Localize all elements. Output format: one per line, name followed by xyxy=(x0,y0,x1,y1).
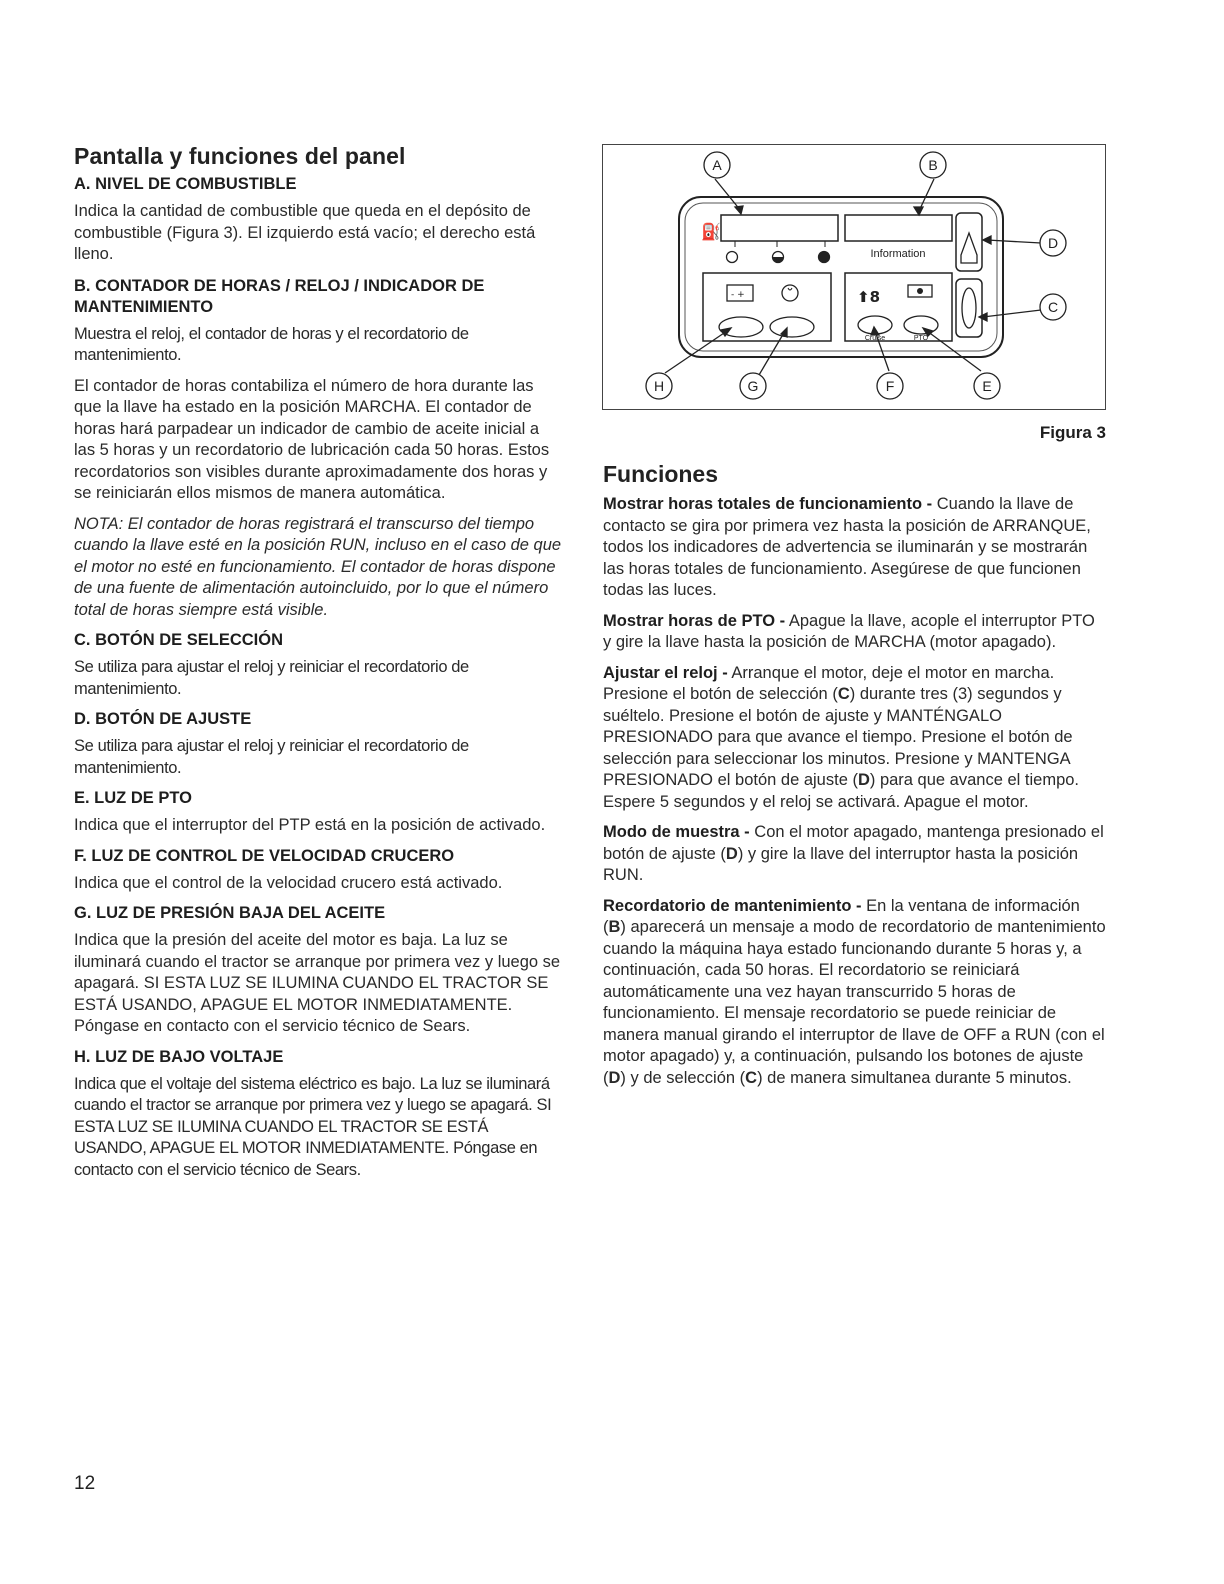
fuel-empty-icon xyxy=(727,252,738,263)
heading-b: B. CONTADOR DE HORAS / RELOJ / INDICADOR DE MANTENIMIENTO xyxy=(74,276,485,316)
function-demo-mode: Modo de muestra - Con el motor apagado, mantenga presionado el botón de ajuste (D) y gire la llave del interruptor hasta la posición RUN. xyxy=(603,823,1104,884)
svg-text:C: C xyxy=(1047,299,1059,315)
svg-text:D: D xyxy=(1047,235,1059,251)
heading-d: D. BOTÓN DE AJUSTE xyxy=(74,710,252,728)
paragraph-c: Se utiliza para ajustar el reloj y reiniciar el recordatorio de mantenimiento. xyxy=(74,658,469,698)
svg-text:H: H xyxy=(653,378,665,394)
paragraph-g: Indica que la presión del aceite del motor es baja. La luz se iluminará cuando el tractor se arranque por primera vez y luego se apagará. SI ESTA LUZ SE ILUMINA CUANDO EL TRACTOR SE ESTÁ USANDO, APAGUE EL MOTOR INMEDIATAMENTE. Póngase en contacto con el servicio técnico de Sears. xyxy=(74,931,561,1035)
paragraph-h: Indica que el voltaje del sistema eléctrico es bajo. La luz se iluminará cuando el tractor se arranque por primera vez y luego se apagará. SI ESTA LUZ SE ILUMINA CUANDO EL TRACTOR SE ESTÁ USANDO, APAGUE EL MOTOR INMEDIATAMENTE. Póngase en contacto con el servicio técnico de Sears. xyxy=(74,1074,552,1179)
heading-c: C. BOTÓN DE SELECCIÓN xyxy=(74,631,284,649)
fuel-pump-icon: ⛽ xyxy=(701,222,721,241)
figure-caption: Figura 3 xyxy=(1039,423,1106,442)
paragraph-f: Indica que el control de la velocidad crucero está activado. xyxy=(74,873,503,892)
paragraph-a: Indica la cantidad de combustible que queda en el depósito de combustible (Figura 3). El izquierdo está vacío; el derecho está lleno. xyxy=(74,202,536,263)
paragraph-e: Indica que el interruptor del PTP está en la posición de activado. xyxy=(74,816,546,834)
information-display xyxy=(845,215,952,241)
heading-f: F. LUZ DE CONTROL DE VELOCIDAD CRUCERO xyxy=(74,846,455,865)
svg-text:G: G xyxy=(747,378,759,394)
function-set-clock: Ajustar el reloj - Arranque el motor, deje el motor en marcha. Presione el botón de selección (C) durante tres (3) segundos y suéltelo. Presione el botón de ajuste y MANTÉNGALO PRESIONADO para que avance el tiempo. Presione el botón de selección para seleccionar los minutos. Presione y MANTENGA PRESIONADO el botón de ajuste (D) para que avance el tiempo. Espere 5 segundos y el reloj se activará. Apague el motor. xyxy=(603,663,1080,811)
svg-text:F: F xyxy=(885,378,895,394)
function-lead: Ajustar el reloj - xyxy=(603,663,728,682)
function-lead: Recordatorio de mantenimiento - xyxy=(603,896,862,915)
fuel-full-icon xyxy=(819,252,830,263)
heading-h: H. LUZ DE BAJO VOLTAJE xyxy=(74,1047,284,1066)
right-column xyxy=(603,461,1106,1098)
function-lead: Mostrar horas totales de funcionamiento - xyxy=(603,495,933,513)
fuel-gauge-display xyxy=(721,215,838,241)
paragraph-b-2: El contador de horas contabiliza el número de hora durante las que la llave ha estado en la posición MARCHA. El contador de horas hará parpadear un indicador de cambio de aceite inicial a las 5 horas y un recordatorio de lubricación cada 50 horas. Estos recordatorios son visibles durante aproximadamente dos horas y se reiniciarán ellos mismos de manera automática. xyxy=(74,376,550,502)
pto-label: PTO xyxy=(913,335,929,342)
functions-title: Funciones xyxy=(603,461,719,487)
heading-g: G. LUZ DE PRESIÓN BAJA DEL ACEITE xyxy=(74,904,386,922)
section-title: Pantalla y funciones del panel xyxy=(74,143,406,169)
cruise-icon: ⬆8 xyxy=(857,288,881,306)
adjust-button-housing xyxy=(956,213,982,271)
svg-text:E: E xyxy=(982,378,992,394)
heading-e: E. LUZ DE PTO xyxy=(74,789,192,807)
heading-a: A. NIVEL DE COMBUSTIBLE xyxy=(74,175,297,193)
function-total-hours: Mostrar horas totales de funcionamiento - Cuando la llave de contacto se gira por primera vez hasta la posición de ARRANQUE, todos los indicadores de advertencia se iluminarán y se mostrarán las horas totales de funcionamiento. Asegúrese de que funcionen todas las luces. xyxy=(603,495,1091,599)
svg-text:A: A xyxy=(712,157,722,173)
note-b: NOTA: El contador de horas registrará el transcurso del tiempo cuando la llave esté en la posición RUN, incluso en el caso de que el motor no esté en funcionamiento. El contador de horas dispone de una fuente de alimentación autoincluido, por lo que el número total de horas siempre está visible. xyxy=(74,514,562,619)
function-lead: Modo de muestra - xyxy=(603,823,750,841)
svg-text:- +: - + xyxy=(731,290,745,300)
information-label: Information xyxy=(870,248,926,260)
function-maintenance-reminder: Recordatorio de mantenimiento - En la ventana de información (B) aparecerá un mensaje a modo de recordatorio de mantenimiento cuando la máquina haya estado funcionando durante 5 horas y, a continuación, cada 50 horas. El recordatorio se reiniciará automáticamente una vez hayan transcurrido 5 horas de funcionamiento. El mensaje recordatorio se puede reiniciar de manera manual girando el interruptor de llave de OFF a RUN (con el motor apagado) y, a continuación, pulsando los botones de ajuste (D) y de selección (C) de manera simultanea durante 5 minutos. xyxy=(603,896,1106,1087)
page-number: 12 xyxy=(74,1473,96,1494)
left-column xyxy=(74,143,562,1190)
function-pto-hours: Mostrar horas de PTO - Apague la llave, acople el interruptor PTO y gire la llave hasta la posición de MARCHA (motor apagado). xyxy=(603,611,1095,651)
paragraph-b-1: Muestra el reloj, el contador de horas y el recordatorio de mantenimiento. xyxy=(74,324,469,364)
oil-pressure-light xyxy=(770,317,814,337)
paragraph-d: Se utiliza para ajustar el reloj y reiniciar el recordatorio de mantenimiento. xyxy=(74,737,469,777)
cruise-label: Cruise xyxy=(864,335,886,342)
dashboard-panel-illustration xyxy=(603,145,1107,411)
svg-text:B: B xyxy=(928,157,938,173)
function-lead: Mostrar horas de PTO - xyxy=(603,611,786,630)
figure-3-panel-diagram xyxy=(602,144,1106,410)
